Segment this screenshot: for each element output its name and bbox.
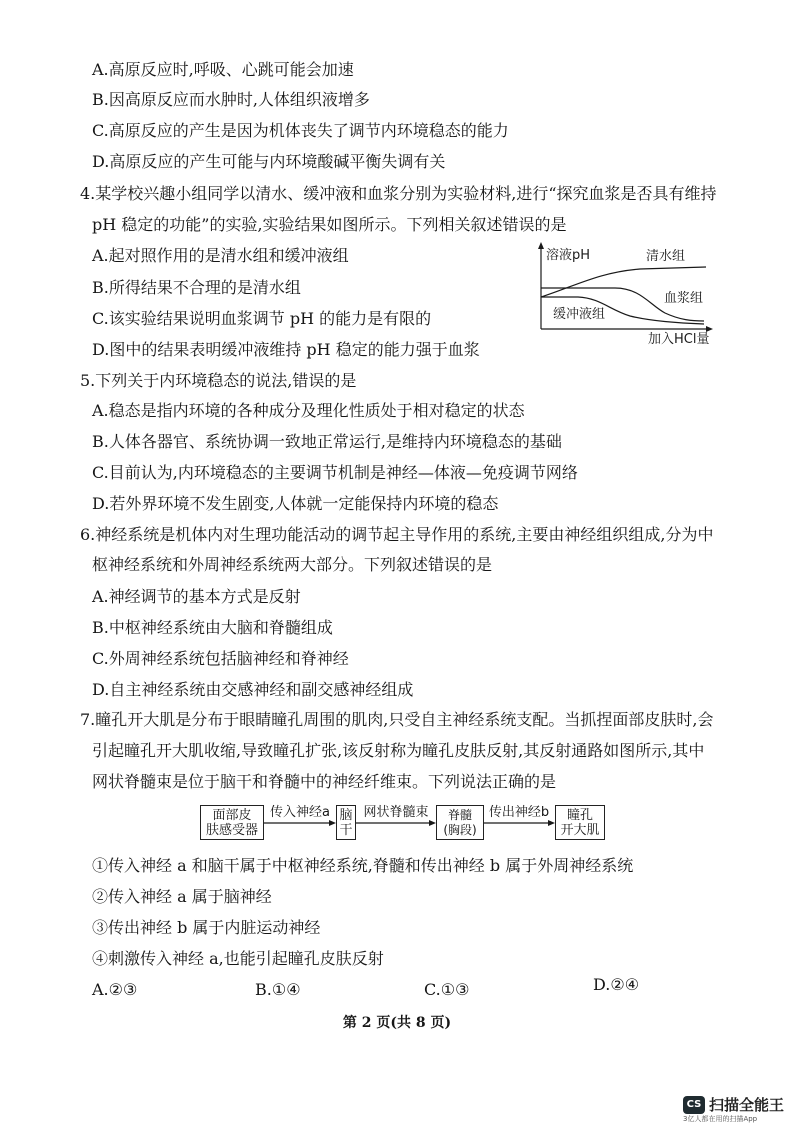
edge-label-efferent-b: 传出神经b (488, 805, 550, 820)
q4-option-b: B.所得结果不合理的是清水组 (92, 278, 301, 297)
q7-statement-1: ①传入神经 a 和脑干属于中枢神经系统,脊髓和传出神经 b 属于外周神经系统 (92, 856, 634, 875)
q7-choice-a: A.②③ (92, 980, 138, 999)
node-brainstem (336, 805, 356, 840)
q7-statement-4: ④刺激传入神经 a,也能引起瞳孔皮肤反射 (92, 949, 384, 968)
graph-label-water: 清水组 (646, 249, 686, 264)
arrow-icon (429, 820, 436, 826)
edge-label-reticulospinal: 网状脊髓束 (363, 805, 429, 820)
graph-y-label: 溶液pH (546, 248, 591, 263)
q4-stem-line-1: 4.某学校兴趣小组同学以清水、缓冲液和血浆分别为实验材料,进行“探究血浆是否具有维持 (80, 184, 717, 203)
q6-stem-line-1: 6.神经系统是机体内对生理功能活动的调节起主导作用的系统,主要由神经组织组成,分为中 (80, 525, 714, 544)
node-label-line: 开大肌 (560, 822, 600, 838)
q3-option-b: B.因高原反应而水肿时,人体组织液增多 (92, 90, 370, 109)
q5-option-d: D.若外界环境不发生剧变,人体就一定能保持内环境的稳态 (92, 494, 499, 513)
q3-option-d: D.高原反应的产生可能与内环境酸碱平衡失调有关 (92, 152, 446, 171)
watermark-tagline: 3亿人都在用的扫描App (683, 1115, 758, 1123)
q5-option-a: A.稳态是指内环境的各种成分及理化性质处于相对稳定的状态 (92, 401, 525, 420)
q3-option-a: A.高原反应时,呼吸、心跳可能会加速 (92, 60, 354, 79)
graph-x-label: 加入HCl量 (648, 332, 710, 347)
q7-choice-b: B.①④ (255, 980, 301, 999)
q6-stem-line-2: 枢神经系统和外周神经系统两大部分。下列叙述错误的是 (92, 555, 493, 574)
q5-option-c: C.目前认为,内环境稳态的主要调节机制是神经—体液—免疫调节网络 (92, 463, 578, 482)
q6-option-c: C.外周神经系统包括脑神经和脊神经 (92, 649, 349, 668)
node-spinal-cord-thoracic (436, 805, 484, 840)
q4-option-c: C.该实验结果说明血浆调节 pH 的能力是有限的 (92, 309, 432, 328)
q7-statement-2: ②传入神经 a 属于脑神经 (92, 887, 272, 906)
watermark-brand: 扫描全能王 (709, 1096, 785, 1114)
q7-stem-line-1: 7.瞳孔开大肌是分布于眼睛瞳孔周围的肌肉,只受自主神经系统支配。当抓捏面部皮肤时,会 (80, 710, 714, 729)
graph-label-plasma: 血浆组 (664, 291, 704, 306)
node-label-line: 干 (339, 822, 353, 838)
q7-choice-d: D.②④ (593, 975, 640, 994)
camscanner-logo-icon: CS (683, 1096, 705, 1114)
q7-stem-line-2: 引起瞳孔开大肌收缩,导致瞳孔扩张,该反射称为瞳孔皮肤反射,其反射通路如图所示,其中 (92, 741, 705, 760)
node-label-line: 脑 (339, 807, 353, 823)
node-label-line: 脊髓 (447, 807, 472, 822)
q7-choice-c: C.①③ (424, 980, 470, 999)
q4-stem-line-2: pH 稳定的功能”的实验,实验结果如图所示。下列相关叙述错误的是 (92, 215, 567, 234)
arrow-icon (548, 820, 555, 826)
q4-option-a: A.起对照作用的是清水组和缓冲液组 (92, 246, 349, 265)
q5-option-b: B.人体各器官、系统协调一致地正常运行,是维持内环境稳态的基础 (92, 432, 562, 451)
y-axis-arrow-icon (538, 242, 544, 249)
node-pupil-dilator (555, 805, 605, 840)
q6-option-b: B.中枢神经系统由大脑和脊髓组成 (92, 618, 333, 637)
node-label-line: 面部皮 (212, 807, 252, 823)
arrow-icon (329, 820, 336, 826)
q6-option-a: A.神经调节的基本方式是反射 (92, 587, 301, 606)
q6-option-d: D.自主神经系统由交感神经和副交感神经组成 (92, 680, 414, 699)
edge-label-afferent-a: 传入神经a (270, 805, 330, 820)
node-facial-skin-receptor (200, 805, 264, 840)
q7-statement-3: ③传出神经 b 属于内脏运动神经 (92, 918, 321, 937)
q7-stem-line-3: 网状脊髓束是位于脑干和脊髓中的神经纤维束。下列说法正确的是 (92, 772, 557, 791)
graph-label-buffer: 缓冲液组 (553, 307, 606, 322)
q5-stem: 5.下列关于内环境稳态的说法,错误的是 (80, 371, 357, 390)
node-label-line: 瞳孔 (566, 807, 593, 823)
q4-option-d: D.图中的结果表明缓冲液维持 pH 稳定的能力强于血浆 (92, 340, 480, 359)
page-number: 第 2 页(共 8 页) (342, 1015, 452, 1031)
q3-option-c: C.高原反应的产生是因为机体丧失了调节内环境稳态的能力 (92, 121, 509, 140)
node-label-line: 肤感受器 (205, 822, 258, 838)
node-label-line: (胸段) (443, 822, 477, 837)
